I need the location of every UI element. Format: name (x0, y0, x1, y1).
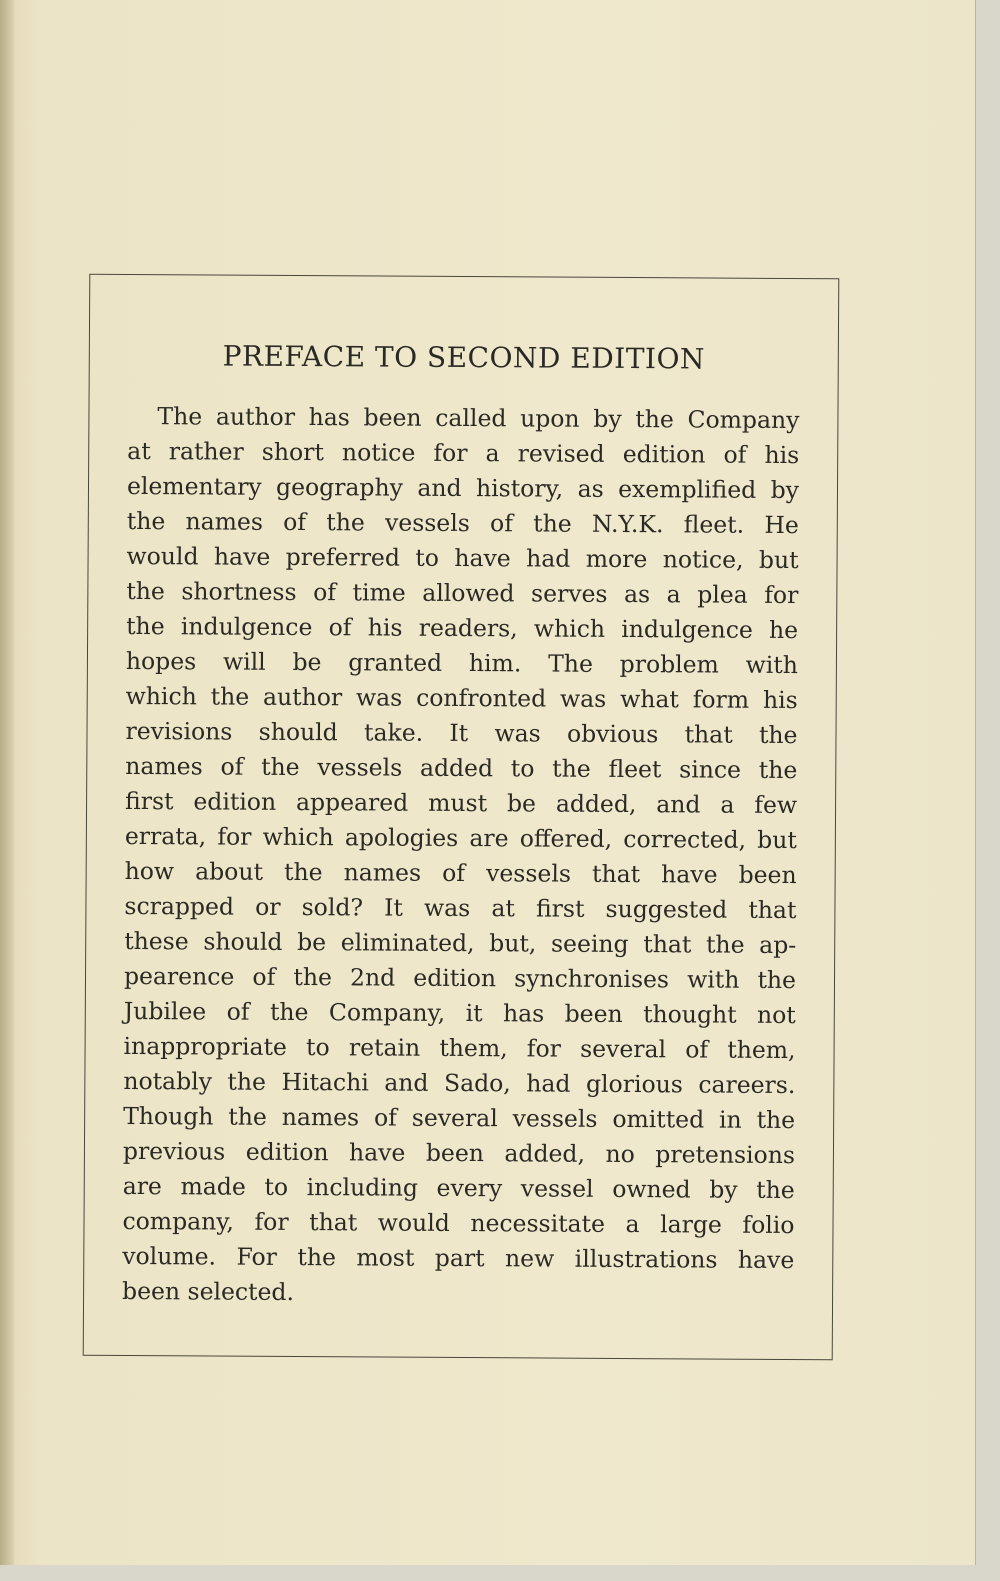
text-line: names of the vessels added to the fleet since the (125, 751, 798, 785)
text-line: Though the names of several vessels omitted in the (123, 1101, 796, 1135)
text-line: Jubilee of the Company, it has been thought not (123, 996, 796, 1030)
text-line: previous edition have been added, no pretensions (122, 1136, 796, 1170)
text-line: notably the Hitachi and Sado, had glorious careers. (123, 1066, 796, 1100)
text-line: elementary geography and history, as exemplified by (126, 471, 800, 505)
text-line: the indulgence of his readers, which indulgence he (126, 611, 799, 645)
text-line: hopes will be granted him. The problem with (125, 646, 799, 680)
text-line: first edition appeared must be added, and a few (125, 786, 798, 820)
text-line: these should be eliminated, but, seeing that the ap- (124, 926, 797, 960)
preface-body (122, 399, 800, 1313)
preface-frame (83, 274, 840, 1361)
text-line: errata, for which apologies are offered, corrected, but (124, 821, 797, 855)
text-line: revisions should take. It was obvious that the (125, 716, 798, 750)
text-line: would have preferred to have had more notice, but (126, 541, 799, 575)
text-line: company, for that would necessitate a large folio (122, 1206, 795, 1240)
text-line: the names of the vessels of the N.Y.K. fleet. He (126, 506, 799, 540)
text-line: volume. For the most part new illustrations have (122, 1241, 795, 1275)
text-line: been selected. (122, 1276, 295, 1306)
text-line: the shortness of time allowed serves as a plea for (126, 576, 799, 610)
text-line: which the author was confronted was what form his (125, 681, 798, 715)
text-line: inappropriate to retain them, for several of them, (123, 1031, 796, 1065)
text-line: The author has been called upon by the Company (157, 402, 800, 435)
text-line: at rather short notice for a revised edition of his (127, 436, 800, 470)
text-line: how about the names of vessels that have been (124, 856, 797, 890)
page-title: PREFACE TO SECOND EDITION (222, 339, 706, 376)
page-gutter (0, 0, 14, 1565)
text-line: are made to including every vessel owned by the (122, 1171, 795, 1205)
text-line: pearence of the 2nd edition synchronises with the (123, 961, 797, 995)
text-line: scrapped or sold? It was at first suggested that (124, 891, 797, 925)
